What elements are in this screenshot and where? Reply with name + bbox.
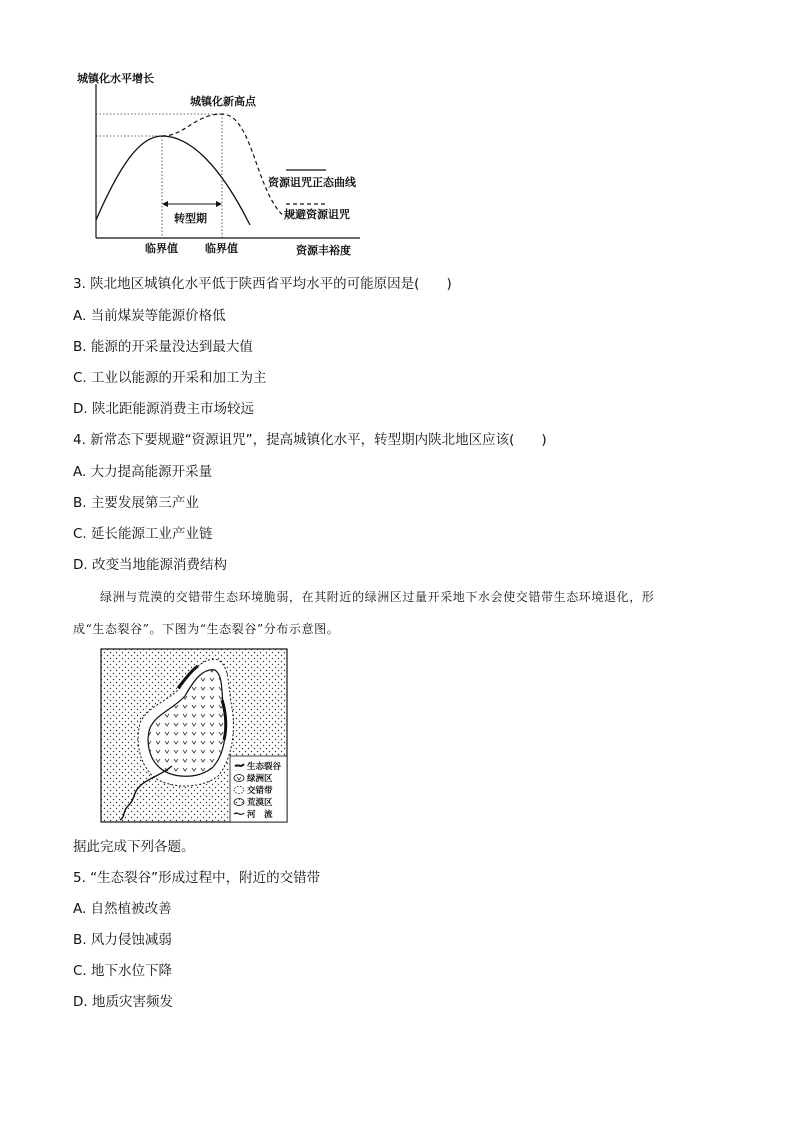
question-3-option-c[interactable]: C. 工业以能源的开采和加工为主: [73, 370, 267, 386]
x-axis-label: 资源丰裕度: [296, 244, 351, 257]
legend-item-river: 河 流: [247, 810, 273, 820]
question-5-option-d[interactable]: D. 地质灾害频发: [73, 994, 173, 1010]
legend-dashed-label: 规避资源诅咒: [284, 208, 350, 221]
question-3-option-d[interactable]: D. 陕北距能源消费主市场较远: [73, 401, 254, 417]
question-5-stem: 5. “生态裂谷”形成过程中，附近的交错带: [73, 870, 321, 886]
question-4-stem: 4. 新常态下要规避“资源诅咒”，提高城镇化水平，转型期内陕北地区应该( ): [73, 432, 547, 448]
resource-curse-curve: [96, 136, 250, 225]
question-3-option-b[interactable]: B. 能源的开采量没达到最大值: [73, 339, 253, 355]
instruction-text: 据此完成下列各题。: [73, 839, 195, 855]
question-5-option-c[interactable]: C. 地下水位下降: [73, 963, 173, 979]
legend-item-transition: 交错带: [247, 786, 273, 796]
y-axis-label: 城镇化水平增长: [77, 72, 154, 85]
ecological-rift-map: [100, 648, 290, 824]
passage-line-1: 绿洲与荒漠的交错带生态环境脆弱，在其附近的绿洲区过量开采地下水会使交错带生态环境退化，形: [100, 590, 655, 604]
critical-value-2-label: 临界值: [205, 242, 238, 255]
question-4-option-d[interactable]: D. 改变当地能源消费结构: [73, 557, 227, 573]
legend-item-rift: 生态裂谷: [247, 762, 282, 772]
passage-line-2: 成“生态裂谷”。下图为“生态裂谷”分布示意图。: [73, 622, 340, 636]
question-3-option-a[interactable]: A. 当前煤炭等能源价格低: [73, 308, 226, 324]
transition-label: 转型期: [174, 212, 207, 225]
question-4-option-b[interactable]: B. 主要发展第三产业: [73, 495, 199, 511]
legend-solid-label: 资源诅咒正态曲线: [268, 176, 356, 189]
peak-label: 城镇化新高点: [190, 95, 256, 108]
critical-value-1-label: 临界值: [145, 242, 178, 255]
avoid-resource-curse-curve: [162, 114, 296, 216]
urbanization-chart: [70, 70, 380, 260]
question-3-stem: 3. 陕北地区城镇化水平低于陕西省平均水平的可能原因是( ): [73, 276, 452, 292]
question-4-option-a[interactable]: A. 大力提高能源开采量: [73, 464, 213, 480]
legend-item-oasis: 绿洲区: [247, 774, 273, 784]
question-5-option-a[interactable]: A. 自然植被改善: [73, 901, 172, 917]
question-5-option-b[interactable]: B. 风力侵蚀减弱: [73, 932, 172, 948]
legend-item-desert: 荒漠区: [247, 798, 273, 808]
question-4-option-c[interactable]: C. 延长能源工业产业链: [73, 526, 213, 542]
